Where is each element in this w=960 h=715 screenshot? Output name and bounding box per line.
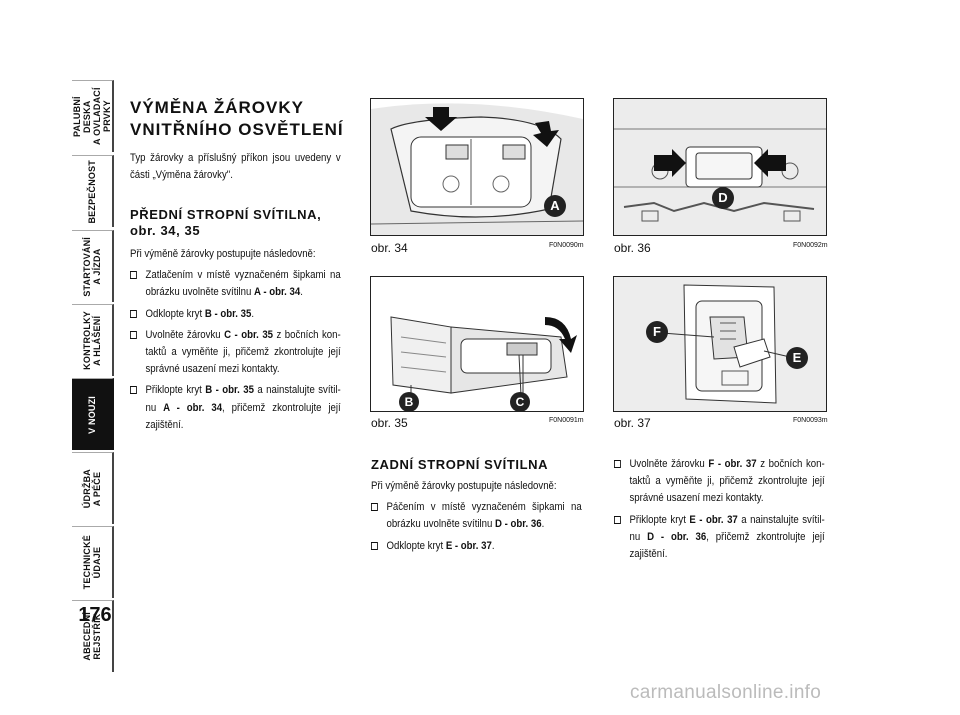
figure-35 bbox=[370, 276, 584, 412]
figure-36-caption: obr. 36 bbox=[614, 241, 651, 255]
figure-37 bbox=[613, 276, 827, 412]
front-lead: Při výměně žárovky postupujte následovně: bbox=[130, 248, 316, 260]
figure-36-code: F0N0092m bbox=[793, 242, 828, 249]
tab-kontrolky[interactable]: KONTROLKY A HLÁŠENÍ bbox=[72, 304, 114, 376]
rear-step-2: Odklopte kryt E - obr. 37. bbox=[371, 538, 582, 555]
figure-37-caption: obr. 37 bbox=[614, 416, 651, 430]
tab-abecedni-rejstrik[interactable]: ABECEDNÍ REJSTŘÍK bbox=[72, 600, 114, 672]
figure-35-illustration bbox=[371, 277, 583, 411]
figure-36 bbox=[613, 98, 827, 236]
tab-technicke-udaje[interactable]: TECHNICKÉ ÚDAJE bbox=[72, 526, 114, 598]
rear-heading-text: ZADNÍ STROPNÍ SVÍTILNA bbox=[371, 457, 549, 472]
page-title-line2: VNITŘNÍHO OSVĚTLENÍ bbox=[130, 120, 344, 139]
rear-steps-continued bbox=[614, 456, 859, 563]
intro-text: Typ žárovky a příslušný příkon jsou uvedeny v části „Výměna žárovky". bbox=[130, 152, 341, 182]
rear-lead: Při výměně žárovky postupujte následovně: bbox=[371, 480, 557, 492]
callout-e: E bbox=[786, 347, 808, 369]
left-column bbox=[130, 97, 350, 141]
figure-34-code: F0N0090m bbox=[549, 242, 584, 249]
figure-35-code: F0N0091m bbox=[549, 417, 584, 424]
figure-37-code: F0N0093m bbox=[793, 417, 828, 424]
rear-step-4: Přiklopte kryt E - obr. 37 a nainstalujte svítilnu D - obr. 36, přičemž zkontrolujte její zajištění. bbox=[614, 512, 825, 564]
rear-heading bbox=[371, 457, 601, 473]
tab-palubni-deska[interactable]: PALUBNÍ DESKA A OVLADACÍ PRVKY bbox=[72, 80, 114, 152]
tab-v-nouzi[interactable]: V NOUZI bbox=[72, 378, 114, 450]
callout-d: D bbox=[712, 187, 734, 209]
callout-b: B bbox=[399, 392, 419, 412]
figure-37-illustration bbox=[614, 277, 826, 411]
rear-steps bbox=[371, 478, 616, 555]
rear-step-1: Páčením v místě vyznačeném šipkami na obrázku uvolněte svítilnu D - obr. 36. bbox=[371, 499, 582, 533]
page-number: 176 bbox=[78, 604, 112, 626]
front-step-1: Zatlačením v místě vyznačeném šipkami na obrázku uvolněte svítilnu A - obr. 34. bbox=[130, 267, 341, 301]
tab-udrzba[interactable]: ÚDRŽBA A PÉČE bbox=[72, 452, 114, 524]
page-title-line1: VÝMĚNA ŽÁROVKY bbox=[130, 98, 304, 117]
front-heading bbox=[130, 207, 360, 239]
figure-36-illustration bbox=[614, 99, 826, 235]
front-step-3: Uvolněte žárovku C - obr. 35 z bočních kontaktů a vyměňte ji, přičemž zkontrolujte její správné usazení mezi kontakty. bbox=[130, 327, 341, 379]
tab-bezpecnost[interactable]: BEZPEČNOST bbox=[72, 155, 114, 227]
footer-watermark[interactable]: carmanualsonline.info bbox=[630, 682, 822, 703]
rear-step-3: Uvolněte žárovku F - obr. 37 z bočních kontaktů a vyměňte ji, přičemž zkontrolujte její správné usazení mezi kontakty. bbox=[614, 456, 825, 508]
front-heading-line1: PŘEDNÍ STROPNÍ SVÍTILNA, bbox=[130, 207, 322, 222]
figure-34-caption: obr. 34 bbox=[371, 241, 408, 255]
callout-a: A bbox=[544, 195, 566, 217]
intro-wrap bbox=[130, 150, 375, 184]
callout-f: F bbox=[646, 321, 668, 343]
figure-35-caption: obr. 35 bbox=[371, 416, 408, 430]
front-heading-line2: obr. 34, 35 bbox=[130, 223, 201, 238]
front-steps bbox=[130, 246, 375, 434]
tab-startovani[interactable]: STARTOVÁNÍ A JÍZDA bbox=[72, 230, 114, 302]
figure-34 bbox=[370, 98, 584, 236]
callout-c: C bbox=[510, 392, 530, 412]
front-step-4: Přiklopte kryt B - obr. 35 a nainstalujte svítilnu A - obr. 34, přičemž zkontrolujte její zajištění. bbox=[130, 382, 341, 434]
front-step-2: Odklopte kryt B - obr. 35. bbox=[130, 306, 341, 323]
